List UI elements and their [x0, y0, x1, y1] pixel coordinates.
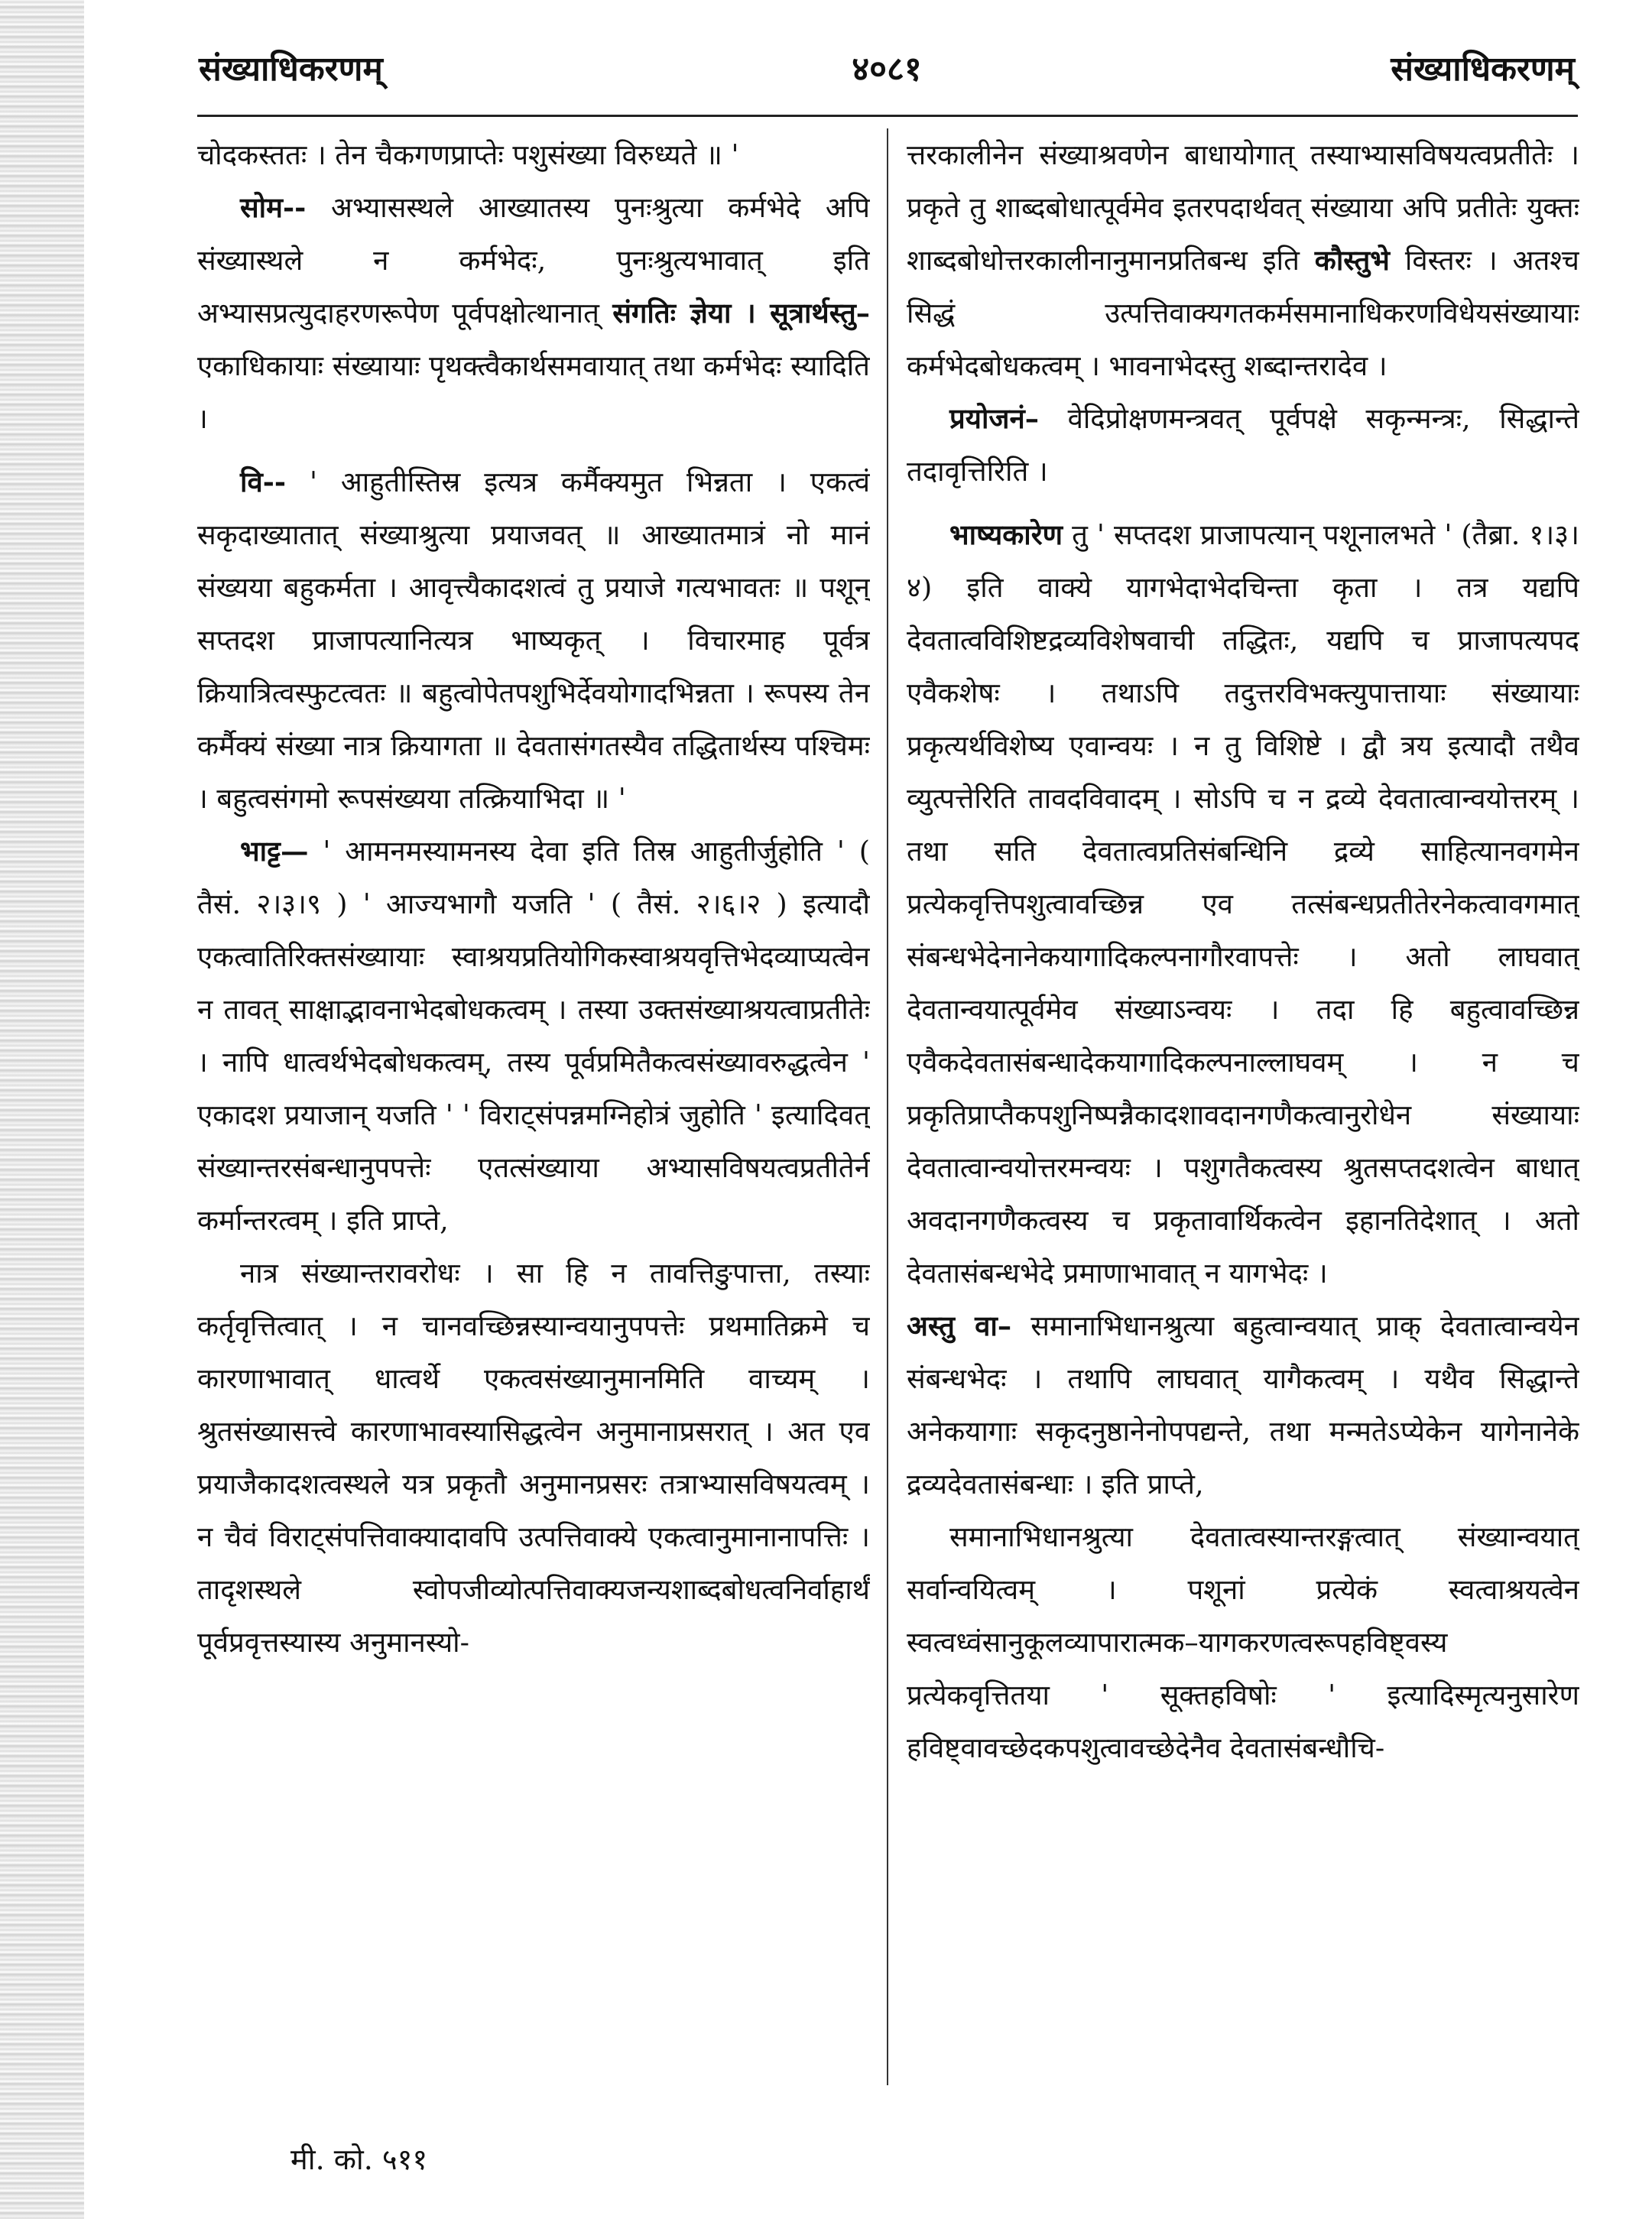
section-label-bhashyakara: भाष्यकारेण: [949, 518, 1063, 551]
paragraph-text: ' आमनमस्यामनस्य देवा इति तिस्र आहुतीर्जुहोति ' ( तैसं. २।३।९ ) ' आज्यभागौ यजति ' ( तैसं. २।६।२ ) इत्यादौ एकत्वातिरिक्तसंख्यायाः स्वाश्रयप्रतियोगिकस्वाश्रयवृत्तिभेदव्याप्यत्वेन न तावत् साक्षाद्भावनाभेदबोधकत्वम् । तस्या उक्तसंख्याश्रयत्वाप्रतीतेः । नापि धात्वर्थभेदबोधकत्वम्, तस्य पूर्वप्रमितैकत्वसंख्यावरुद्धत्वेन ' एकादश प्रयाजान् यजति ' ' विराट्संपन्नमग्निहोत्रं जुहोति ' इत्यादिवत् संख्यान्तरसंबन्धानुपपत्तेः एतत्संख्याया अभ्यासविषयत्वप्रतीतेर्न कर्मान्तरत्वम् । इति प्राप्ते,: [197, 835, 870, 1237]
section-label-prayojana: प्रयोजनं–: [949, 402, 1039, 435]
paragraph-text: नात्र संख्यान्तरावरोधः । सा हि न तावत्तिङुपात्ता, तस्याः कर्तृवृत्तित्वात् । न चानवच्छिन्नस्यान्वयानुपपत्तेः प्रथमातिक्रमे च कारणाभावात् धात्वर्थे एकत्वसंख्यानुमानमिति वाच्यम् । श्रुतसंख्यासत्त्वे कारणाभावस्यासिद्धत्वेन अनुमानाप्रसरात् । अत एव प्रयाजैकादशत्वस्थले यत्र प्रकृतौ अनुमानप्रसरः तत्राभ्यासविषयत्वम् । न चैवं विराट्संपत्तिवाक्यादावपि उत्पत्तिवाक्ये एकत्वानुमानानापत्तिः । तादृशस्थले स्वोपजीव्योत्पत्तिवाक्यजन्यशाब्दबोधत्वनिर्वाहार्थं पूर्वप्रवृत्तस्यास्य अनुमानस्यो-: [197, 1257, 870, 1659]
page-header: [199, 38, 1575, 99]
paragraph-text: त्तरकालीनेन संख्याश्रवणेन बाधायोगात् तस्याभ्यासविषयत्वप्रतीतेः । प्रकृते तु शाब्दबोधात्पूर्वमेव इतरपदार्थवत् संख्याया अपि प्रतीतेः युक्तः शाब्दबोधोत्तरकालीनानुमानप्रतिबन्ध इति: [907, 138, 1579, 277]
paragraph-text: चोदकस्ततः । तेन चैकगणप्राप्तेः पशुसंख्या विरुध्यते ॥ ': [197, 138, 739, 171]
section-label-bhatta: भाट्ट—: [240, 835, 309, 868]
book-binding-edge: [0, 0, 84, 2219]
emphasis: कौस्तुभे: [1314, 244, 1390, 277]
left-column: [197, 128, 870, 2089]
section-label-soma: सोम--: [240, 191, 307, 224]
paragraph-text: विस्तरः । अतश्च सिद्धं उत्पत्तिवाक्यगतकर्मसमानाधिकरणविधेयसंख्यायाः कर्मभेदबोधकत्वम् । भावनाभेदस्तु शब्दान्तरादेव ।: [907, 244, 1579, 382]
paragraph: [197, 456, 870, 825]
running-title-right: संख्याधिकरणम्: [1391, 50, 1575, 89]
paragraph-text: तु ' सप्तदश प्राजापत्यान् पशूनालभते ' (तैब्रा. १।३।४) इति वाक्ये यागभेदाभेदचिन्ता कृता । तत्र यद्यपि देवतात्वविशिष्टद्रव्यविशेषवाची तद्धितः, यद्यपि च प्राजापत्यपद एवैकशेषः । तथाऽपि तदुत्तरविभक्त्युपात्तायाः संख्यायाः प्रकृत्यर्थविशेष्य एवान्वयः । न तु विशिष्टे । द्वौ त्रय इत्यादौ तथैव व्युत्पत्तेरिति तावदविवादम् । सोऽपि च न द्रव्ये देवतात्वान्वयोत्तरम् । तथा सति देवतात्वप्रतिसंबन्धिनि द्रव्ये साहित्यानवगमेन प्रत्येकवृत्तिपशुत्वावच्छिन्न एव तत्संबन्धप्रतीतेरनेकत्वावगमात् संबन्धभेदेनानेकयागादिकल्पनागौरवापत्तेः । अतो लाघवात् देवतान्वयात्पूर्वमेव संख्याऽन्वयः । तदा हि बहुत्वावच्छिन्न एवैकदेवतासंबन्धादेकयागादिकल्पनाल्लाघवम् । न च प्रकृतिप्राप्तैकपशुनिष्पन्नैकादशावदानगणैकत्वानुरोधेन संख्यायाः देवतात्वान्वयोत्तरमन्वयः । पशुगतैकत्वस्य श्रुतसप्तदशत्वेन बाधात् अवदानगणैकत्वस्य च प्रकृतावार्थिकत्वेन इहानतिदेशात् । अतो देवतासंबन्धभेदे प्रमाणाभावात् न यागभेदः ।: [907, 518, 1579, 1290]
section-label-astu-va: अस्तु वा–: [907, 1309, 1012, 1342]
emphasis: सूत्रार्थस्तु–: [755, 297, 870, 329]
paragraph-text: वेदिप्रोक्षणमन्त्रवत् पूर्वपक्षे सकृन्मन्त्रः, सिद्धान्ते तदावृत्तिरिति ।: [907, 402, 1579, 488]
paragraph: [907, 128, 1579, 392]
footer-signature: मी. को. ५११: [290, 2143, 428, 2176]
section-label-vi: वि--: [240, 466, 287, 498]
paragraph: [907, 1510, 1579, 1774]
paragraph: [907, 1299, 1579, 1510]
paragraph: [907, 508, 1579, 1299]
paragraph: [197, 128, 870, 181]
paragraph-text: समानाभिधानश्रुत्या बहुत्वान्वयात् प्राक् देवतात्वान्वयेन संबन्धभेदः । तथापि लाघवात् यागैकत्वम् । यथैव सिद्धान्ते अनेकयागाः सकृदनुष्ठानेनोपपद्यन्ते, तथा मन्मतेऽप्येकेन यागेनानेके द्रव्यदेवतासंबन्धाः । इति प्राप्ते,: [907, 1309, 1579, 1500]
paragraph: [197, 181, 870, 445]
paragraph: [197, 1247, 870, 1669]
paragraph: [197, 825, 870, 1247]
paragraph-text: अभ्यासस्थले आख्यातस्य पुनःश्रुत्या कर्मभेदे अपि संख्यास्थले न कर्मभेदः, पुनःश्रुत्यभावात् इति अभ्यासप्रत्युदाहरणरूपेण पूर्वपक्षोत्थानात्: [197, 191, 870, 329]
paragraph-text: एकाधिकायाः संख्यायाः पृथक्त्वैकार्थसमवायात् तथा कर्मभेदः स्यादिति ।: [197, 349, 870, 435]
paragraph: [907, 392, 1579, 498]
verse-text: ' आहुतीस्तिस्र इत्यत्र कर्मैक्यमुत भिन्नता । एकत्वं सकृदाख्यातात् संख्याश्रुत्या प्रयाजवत् ॥ आख्यातमात्रं नो मानं संख्यया बहुकर्मता । आवृत्त्यैकादशत्वं तु प्रयाजे गत्यभावतः ॥ पशून् सप्तदश प्राजापत्यानित्यत्र भाष्यकृत् । विचारमाह पूर्वत्र क्रियात्रित्वस्फुटत्वतः ॥ बहुत्वोपेतपशुभिर्देवयोगादभिन्नता । रूपस्य तेन कर्मैक्यं संख्या नात्र क्रियागता ॥ देवतासंगतस्यैव तद्धितार्थस्य पश्चिमः । बहुत्वसंगमो रूपसंख्यया तत्क्रियाभिदा ॥ ': [197, 466, 870, 815]
page-number: ४०८१: [852, 50, 922, 89]
header-rule: [197, 115, 1578, 117]
paragraph-text: समानाभिधानश्रुत्या देवतात्वस्यान्तरङ्गत्वात् संख्यान्वयात् सर्वान्वयित्वम् । पशूनां प्रत्येकं स्वत्वाश्रयत्वेन स्वत्वध्वंसानुकूलव्यापारात्मक–यागकरणत्वरूपहविष्ट्वस्य प्रत्येकवृत्तितया ' सूक्तहविषोः ' इत्यादिस्मृत्यनुसारेण हविष्ट्वावच्छेदकपशुत्वावच्छेदेनैव देवतासंबन्धौचि-: [907, 1520, 1579, 1764]
right-column: [907, 128, 1579, 2089]
emphasis: संगतिः ज्ञेया ।: [612, 297, 756, 329]
running-title-left: संख्याधिकरणम्: [199, 50, 383, 89]
column-divider: [887, 128, 888, 2085]
